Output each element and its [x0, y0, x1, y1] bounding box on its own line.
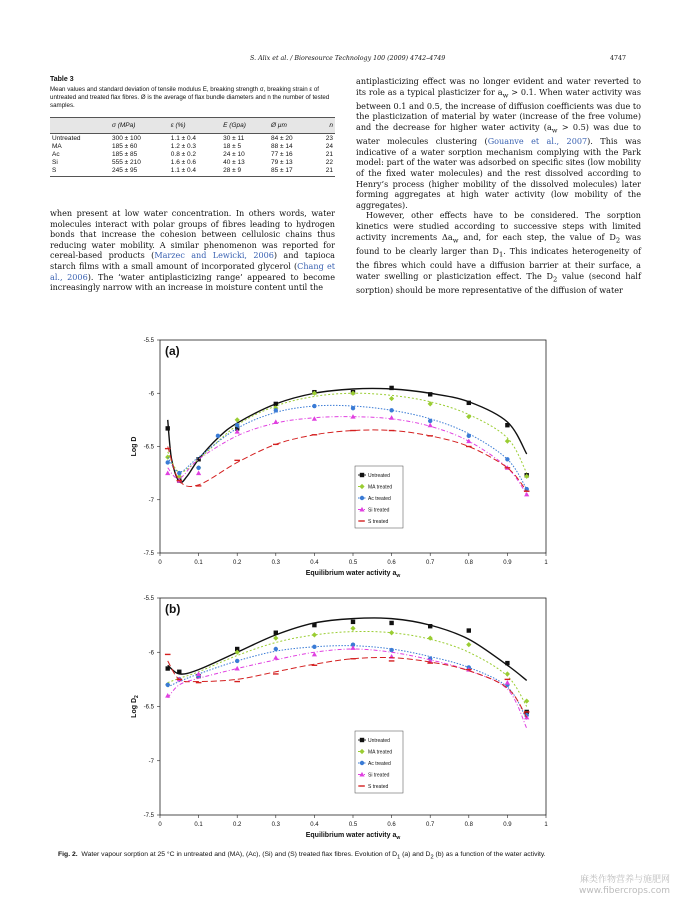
table-cell: 85 ± 17 [269, 166, 315, 176]
data-point-circle [312, 645, 316, 649]
x-tick-label: 0.9 [503, 822, 512, 828]
y-tick-label: -6 [148, 391, 154, 398]
x-tick-label: 0.5 [348, 560, 358, 566]
table-title: Table 3 [50, 76, 74, 83]
data-point-circle [351, 406, 355, 410]
legend-label: Ac treated [368, 761, 391, 767]
legend-label: Ac treated [368, 496, 391, 502]
subscript: 2 [430, 854, 434, 861]
legend-label: Si treated [368, 772, 390, 779]
data-point-circle [274, 647, 278, 651]
text-run: > 0.1. When water activity was between 0.1 and 0.5, the increase of diffusion coefficients was due to the plasticization of material by water (increase of the free volume) and the decrease for higher water activity (a [356, 86, 641, 132]
subscript: w [452, 236, 459, 245]
table-cell: 245 ± 95 [110, 166, 169, 176]
text-run: ). The ‘water antiplasticizing range’ appeared to become increasingly narrow with an increase in moisture content until the [50, 271, 335, 293]
text-run: and, for each step, the value of D [458, 231, 616, 242]
table-cell: 555 ± 210 [112, 158, 141, 166]
y-tick-label: -5.5 [143, 338, 154, 344]
y-tick-label: -6.5 [143, 444, 154, 451]
text-run: (b) as a function of the water activity. [433, 851, 546, 858]
table-cell: 30 ± 11 [223, 134, 245, 142]
data-point-circle [467, 434, 471, 438]
x-tick-label: 1 [544, 560, 548, 566]
subscript: 1 [397, 854, 401, 861]
data-point-square [166, 666, 170, 670]
page-number: 4747 [610, 55, 627, 62]
table-cell: 1.2 ± 0.3 [170, 142, 197, 150]
legend-label: MA treated [368, 484, 393, 491]
table-cell: 88 ± 14 [271, 142, 293, 150]
x-tick-label: 1 [544, 822, 548, 828]
text-run: value (second half sorption) should be more representative of the diffusion of water [356, 270, 642, 295]
table-cell: 77 ± 16 [271, 150, 293, 158]
text-run: antiplasticizing effect was no longer evident and water reverted to its role as a typical plasticizer for a [356, 76, 641, 97]
chart-panel-b [131, 596, 548, 841]
text-run: ) and tapioca starch films with a small amount of incorporated glycerol ( [50, 250, 336, 271]
x-axis-label-subscript: w [396, 835, 401, 841]
table-cell: 1.1 ± 0.4 [170, 134, 197, 142]
citation-link[interactable]: Gouanve et al., 2007 [487, 136, 588, 147]
data-point-circle [312, 404, 316, 408]
data-point-square [274, 402, 278, 406]
y-tick-label: -7 [148, 497, 154, 504]
y-axis-label-subscript: 2 [134, 695, 140, 698]
data-point-square [505, 423, 509, 427]
x-tick-label: 0.3 [271, 560, 280, 566]
table-cell: 24 ± 10 [223, 150, 245, 158]
table-header-cell: σ (MPa) [110, 118, 169, 134]
text-run: Water vapour sorption at 25 °C in untreated and (MA), (Ac), (Si) and (S) treated flax fibres. Evolution of D [81, 851, 398, 858]
data-point-circle [360, 761, 364, 765]
data-point-square [312, 623, 316, 627]
data-point-square [467, 628, 471, 632]
table-cell: 40 ± 13 [223, 158, 245, 166]
table-header-cell: Ø μm [269, 118, 315, 134]
watermark-line: 麻类作物营养与施肥网 [579, 875, 670, 885]
table-cell: 185 ± 60 [112, 142, 138, 150]
legend-label: Si treated [368, 507, 390, 514]
chart-legend [355, 466, 403, 528]
legend-label: S treated [368, 784, 389, 790]
y-tick-label: -7.5 [143, 813, 154, 819]
x-tick-label: 0.7 [426, 822, 435, 828]
table-cell: 79 ± 13 [271, 158, 293, 166]
figure-caption-label: Fig. 2. [58, 851, 78, 858]
panel-label: (a) [165, 344, 180, 358]
plot-frame [160, 340, 546, 553]
data-point-circle [196, 466, 200, 470]
table-cell: 28 ± 9 [221, 166, 269, 176]
x-tick-label: 0.2 [233, 822, 242, 828]
table-cell: 21 [315, 166, 335, 176]
table-cell: 0.8 ± 0.2 [170, 150, 197, 158]
table-cell: Ac [52, 150, 60, 158]
data-point-square [177, 670, 181, 674]
data-point-circle [166, 460, 170, 464]
subscript: w [502, 91, 509, 100]
table-cell: 18 ± 5 [223, 142, 242, 150]
x-axis-label: Equilibrium water activity $a_w$ [305, 570, 401, 579]
table-cell: 23 [325, 134, 333, 142]
x-axis-label-subscript: w [396, 573, 401, 579]
x-axis-label: Equilibrium water activity $a_w$ [305, 832, 401, 841]
x-tick-label: 0.8 [464, 822, 473, 828]
x-tick-label: 0.4 [310, 560, 319, 566]
data-point-circle [235, 659, 239, 663]
table-header-cell: ε (%) [169, 118, 221, 134]
data-point-circle [216, 434, 220, 438]
text-run: . This indicates heterogeneity of the fibres which could have a diffusion barrier at their surface, a water swelling or plasticization effect. The D [356, 245, 642, 281]
legend-label: S treated [368, 519, 389, 525]
table-cell: 1.6 ± 0.6 [170, 158, 197, 166]
x-tick-label: 0.1 [194, 560, 203, 566]
table-cell: 185 ± 85 [112, 150, 138, 158]
watermark [579, 875, 670, 897]
table-cell: Si [52, 158, 58, 166]
data-point-square [274, 631, 278, 635]
table-header-cell: E (Gpa) [221, 118, 269, 134]
data-point-circle [235, 423, 239, 427]
text-run: was found to be clearly larger than D [356, 231, 641, 256]
table-header-cell: n [315, 118, 335, 134]
data-point-square [428, 624, 432, 628]
y-tick-label: -6 [148, 650, 154, 657]
table-cell: 24 [325, 142, 333, 150]
legend-label: Untreated [368, 473, 390, 479]
legend-label: MA treated [368, 749, 393, 756]
x-tick-label: 0.6 [387, 560, 396, 566]
data-point-square [467, 401, 471, 405]
table-cell: 1.1 ± 0.4 [169, 166, 221, 176]
citation-link[interactable]: Marzec and Lewicki, 2006 [154, 250, 274, 261]
subscript: 2 [553, 275, 558, 284]
x-tick-label: 0.9 [503, 560, 512, 566]
x-tick-label: 0 [158, 560, 162, 566]
data-point-circle [274, 408, 278, 412]
data-point-circle [177, 471, 181, 475]
x-tick-label: 0.8 [464, 560, 473, 566]
table-cell: 84 ± 20 [271, 134, 293, 142]
data-point-square [360, 738, 364, 742]
data-point-square [389, 386, 393, 390]
y-tick-label: -7 [148, 758, 154, 765]
table-cell: Untreated [52, 134, 81, 142]
data-point-square [351, 620, 355, 624]
x-tick-label: 0.2 [233, 560, 242, 566]
text-run: ). This was indicative of a water sorption mechanism complying with the Park model: part of the water was adsorbed on specific sites (low mobility of the fixed water molecules) and the rest dissolved according to Henry’s process (higher mobility of the dissolved molecules) later forming aggregates at high water activity (low mobility of the aggregates). [356, 136, 641, 210]
x-tick-label: 0.1 [194, 822, 203, 828]
table-cell: 300 ± 100 [112, 134, 141, 142]
y-tick-label: -6.5 [143, 704, 154, 711]
x-tick-label: 0.4 [310, 822, 319, 828]
y-tick-label: -7.5 [143, 551, 154, 557]
y-tick-label: -5.5 [143, 596, 154, 602]
text-run: > 0.5) was due to water molecules clustering ( [356, 121, 641, 147]
x-tick-label: 0.6 [387, 822, 396, 828]
citation-link[interactable]: Chang et al., 2006 [50, 260, 335, 282]
table-caption: Mean values and standard deviation of tensile modulus E, breaking strength σ, breaking strain ε of untreated and treated flax fibres. Ø is the average of flax bundle diameters and n the number of tested samples. [50, 86, 330, 109]
legend-label: Untreated [368, 738, 390, 744]
journal-citation: S. Alix et al. / Bioresource Technology 100 (2009) 4742–4749 [250, 55, 446, 62]
table-cell: MA [52, 142, 62, 150]
data-point-circle [360, 496, 364, 500]
data-point-circle [389, 648, 393, 652]
data-point-circle [428, 419, 432, 423]
table-cell: S [50, 166, 110, 176]
table-cell: 22 [325, 158, 333, 166]
data-point-square [505, 661, 509, 665]
x-tick-label: 0.5 [348, 822, 358, 828]
text-run: when present at low water concentration. In others words, water molecules interact with polar groups of fibres leading to hydrogen bonds that increase the cohesion between cellulosic chains thus reducing water mobility. A similar phenomenon was reported for cereal-based products ( [50, 208, 335, 261]
subscript: 2 [615, 236, 621, 245]
y-axis-label: Log D [131, 436, 138, 457]
data-point-square [389, 621, 393, 625]
panel-label: (b) [165, 602, 181, 616]
data-point-circle [505, 457, 509, 461]
x-tick-label: 0.7 [426, 560, 435, 566]
table-cell: 21 [325, 150, 333, 158]
chart-legend [355, 731, 403, 793]
x-tick-label: 0 [158, 822, 162, 828]
figure-caption [58, 851, 658, 860]
watermark-line: www.fibercrops.com [579, 886, 670, 896]
data-point-circle [166, 683, 170, 687]
x-tick-label: 0.3 [271, 822, 280, 828]
chart-panel-a [131, 338, 548, 579]
data-point-square [360, 473, 364, 477]
y-axis-label: Log $D_2$ [131, 695, 140, 718]
subscript: 1 [498, 250, 504, 259]
data-point-square [166, 426, 170, 430]
text-run: However, other effects have to be considered. The sorption kinetics were studied according to successive steps with limited activity increments Δa [356, 210, 641, 242]
data-point-square [428, 392, 432, 396]
data-point-circle [389, 408, 393, 412]
text-run: (a) and D [400, 851, 431, 858]
subscript: w [551, 126, 558, 135]
